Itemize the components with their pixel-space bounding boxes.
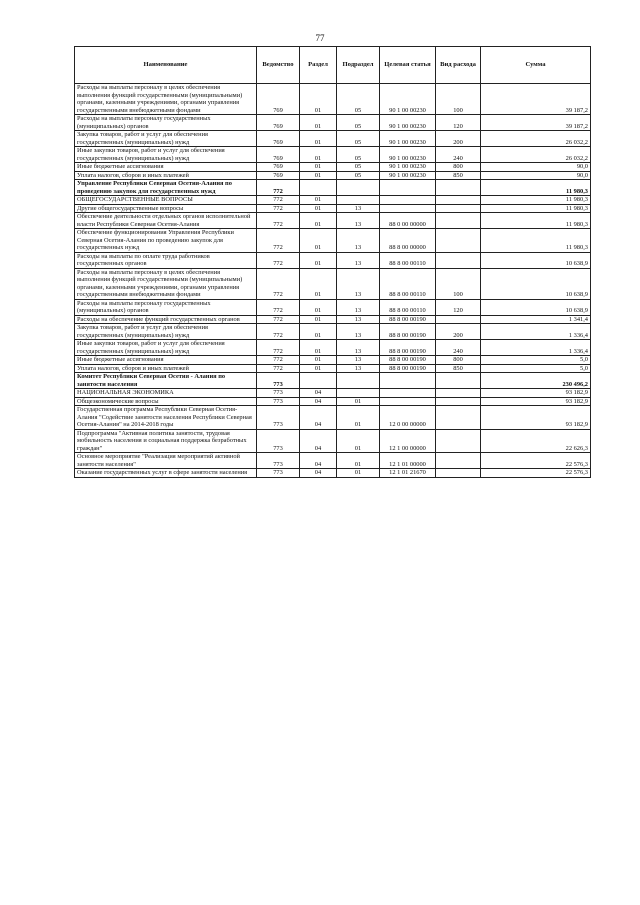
cell-name: Расходы на выплаты персоналу в целях обеспечения выполнения функций государственными (муниципальными) органами, казенными учреждениями, органами управления государственными внебюджетными фондами bbox=[75, 268, 257, 299]
cell-target bbox=[380, 204, 436, 213]
table-row bbox=[75, 324, 591, 340]
cell-amount: 93 182,9 bbox=[481, 397, 591, 406]
header-expense-type: Вид расхода bbox=[436, 47, 481, 84]
cell-target: 88 8 00 00190 bbox=[380, 364, 436, 373]
cell-department: 772 bbox=[257, 252, 300, 268]
table-row bbox=[75, 429, 591, 453]
cell-section: 01 bbox=[300, 196, 337, 205]
cell-amount: 90,0 bbox=[481, 171, 591, 180]
cell-name: Государственная программа Республики Северная Осетия-Алания "Содействие занятости населения Республики Северная Осетия-Алания" на 2014-2018 годы bbox=[75, 406, 257, 430]
cell-section: 04 bbox=[300, 469, 337, 478]
cell-name: Расходы на обеспечение функций государственных органов bbox=[75, 315, 257, 324]
table-row bbox=[75, 453, 591, 469]
cell-subsection: 05 bbox=[337, 171, 380, 180]
page-number: 77 bbox=[315, 33, 325, 43]
cell-department: 773 bbox=[257, 373, 300, 389]
cell-amount: 39 187,2 bbox=[481, 84, 591, 115]
cell-name: НАЦИОНАЛЬНАЯ ЭКОНОМИКА bbox=[75, 389, 257, 398]
cell-subsection: 13 bbox=[337, 213, 380, 229]
table-row bbox=[75, 406, 591, 430]
cell-subsection: 13 bbox=[337, 324, 380, 340]
table-row bbox=[75, 196, 591, 205]
cell-name: Закупка товаров, работ и услуг для обеспечения государственных (муниципальных) нужд bbox=[75, 131, 257, 147]
cell-name: Расходы на выплаты персоналу государственных (муниципальных) органов bbox=[75, 299, 257, 315]
table-row bbox=[75, 131, 591, 147]
cell-department: 772 bbox=[257, 204, 300, 213]
cell-target: 12 1 01 21670 bbox=[380, 469, 436, 478]
table-row bbox=[75, 315, 591, 324]
cell-department: 769 bbox=[257, 115, 300, 131]
cell-amount: 1 336,4 bbox=[481, 324, 591, 340]
cell-target: 12 0 00 00000 bbox=[380, 406, 436, 430]
cell-department: 772 bbox=[257, 229, 300, 253]
cell-section: 04 bbox=[300, 429, 337, 453]
cell-expense-type: 120 bbox=[436, 115, 481, 131]
cell-name: Комитет Республики Северная Осетия - Алания по занятости населения bbox=[75, 373, 257, 389]
cell-target: 88 8 00 00110 bbox=[380, 299, 436, 315]
cell-expense-type: 800 bbox=[436, 163, 481, 172]
cell-expense-type bbox=[436, 453, 481, 469]
cell-subsection: 13 bbox=[337, 356, 380, 365]
cell-name: Уплата налогов, сборов и иных платежей bbox=[75, 171, 257, 180]
cell-amount: 26 032,2 bbox=[481, 147, 591, 163]
table-row bbox=[75, 84, 591, 115]
cell-name: Основное мероприятие "Реализация мероприятий активной занятости населения" bbox=[75, 453, 257, 469]
cell-subsection bbox=[337, 180, 380, 196]
table-row bbox=[75, 268, 591, 299]
cell-target: 12 1 01 00000 bbox=[380, 453, 436, 469]
cell-expense-type bbox=[436, 180, 481, 196]
cell-name: Другие общегосударственные вопросы bbox=[75, 204, 257, 213]
cell-subsection: 05 bbox=[337, 84, 380, 115]
cell-expense-type: 850 bbox=[436, 171, 481, 180]
cell-name: Расходы на выплаты по оплате труда работников государственных органов bbox=[75, 252, 257, 268]
cell-subsection: 01 bbox=[337, 469, 380, 478]
cell-amount: 22 576,3 bbox=[481, 453, 591, 469]
cell-department: 772 bbox=[257, 180, 300, 196]
cell-section: 01 bbox=[300, 115, 337, 131]
cell-target: 88 8 00 00190 bbox=[380, 324, 436, 340]
cell-expense-type bbox=[436, 204, 481, 213]
cell-expense-type bbox=[436, 406, 481, 430]
cell-department: 769 bbox=[257, 171, 300, 180]
cell-expense-type bbox=[436, 229, 481, 253]
cell-target bbox=[380, 180, 436, 196]
cell-expense-type bbox=[436, 397, 481, 406]
cell-subsection: 13 bbox=[337, 229, 380, 253]
cell-amount: 11 980,3 bbox=[481, 204, 591, 213]
cell-department: 773 bbox=[257, 406, 300, 430]
cell-amount: 11 980,3 bbox=[481, 196, 591, 205]
cell-section: 01 bbox=[300, 131, 337, 147]
header-target: Целевая статья bbox=[380, 47, 436, 84]
cell-name: Иные бюджетные ассигнования bbox=[75, 163, 257, 172]
cell-department: 772 bbox=[257, 324, 300, 340]
cell-expense-type bbox=[436, 213, 481, 229]
cell-target: 88 8 00 00000 bbox=[380, 229, 436, 253]
cell-amount: 90,0 bbox=[481, 163, 591, 172]
cell-expense-type bbox=[436, 469, 481, 478]
cell-expense-type: 100 bbox=[436, 268, 481, 299]
cell-target bbox=[380, 389, 436, 398]
cell-target: 88 0 00 00000 bbox=[380, 213, 436, 229]
cell-department: 769 bbox=[257, 131, 300, 147]
cell-section: 01 bbox=[300, 340, 337, 356]
cell-name: Оказание государственных услуг в сфере занятости населения bbox=[75, 469, 257, 478]
table-row bbox=[75, 469, 591, 478]
cell-subsection: 01 bbox=[337, 406, 380, 430]
header-subsection: Подраздел bbox=[337, 47, 380, 84]
table-row bbox=[75, 229, 591, 253]
cell-target: 88 8 00 00190 bbox=[380, 340, 436, 356]
cell-name: Управление Республики Северная Осетия-Алания по проведению закупок для государственных нужд bbox=[75, 180, 257, 196]
header-department: Ведомство bbox=[257, 47, 300, 84]
table-row bbox=[75, 356, 591, 365]
cell-amount: 5,0 bbox=[481, 364, 591, 373]
cell-expense-type bbox=[436, 315, 481, 324]
cell-name: Расходы на выплаты персоналу в целях обеспечения выполнения функций государственными (муниципальными) органами, казенными учреждениями, органами управления государственными внебюджетными фондами bbox=[75, 84, 257, 115]
cell-section: 01 bbox=[300, 213, 337, 229]
cell-name: Иные бюджетные ассигнования bbox=[75, 356, 257, 365]
table-row bbox=[75, 147, 591, 163]
cell-department: 772 bbox=[257, 299, 300, 315]
cell-subsection: 13 bbox=[337, 340, 380, 356]
cell-target: 88 8 00 00110 bbox=[380, 268, 436, 299]
cell-expense-type: 120 bbox=[436, 299, 481, 315]
cell-section: 01 bbox=[300, 229, 337, 253]
cell-name: Обеспечение функционирования Управления Республики Северная Осетия-Алания по проведению закупок для государственных нужд bbox=[75, 229, 257, 253]
cell-subsection: 13 bbox=[337, 299, 380, 315]
cell-name: Иные закупки товаров, работ и услуг для обеспечения государственных (муниципальных) нужд bbox=[75, 340, 257, 356]
table-row bbox=[75, 340, 591, 356]
cell-section bbox=[300, 373, 337, 389]
cell-department: 772 bbox=[257, 315, 300, 324]
cell-amount: 1 341,4 bbox=[481, 315, 591, 324]
cell-amount: 11 980,3 bbox=[481, 229, 591, 253]
cell-department: 769 bbox=[257, 147, 300, 163]
cell-department: 769 bbox=[257, 163, 300, 172]
table-row bbox=[75, 204, 591, 213]
cell-department: 772 bbox=[257, 268, 300, 299]
cell-expense-type bbox=[436, 196, 481, 205]
cell-section: 04 bbox=[300, 406, 337, 430]
cell-expense-type bbox=[436, 389, 481, 398]
cell-section: 04 bbox=[300, 389, 337, 398]
cell-name: ОБЩЕГОСУДАРСТВЕННЫЕ ВОПРОСЫ bbox=[75, 196, 257, 205]
cell-section: 01 bbox=[300, 356, 337, 365]
cell-section: 01 bbox=[300, 84, 337, 115]
cell-section: 01 bbox=[300, 147, 337, 163]
cell-department: 772 bbox=[257, 196, 300, 205]
cell-section: 01 bbox=[300, 204, 337, 213]
table-row bbox=[75, 180, 591, 196]
cell-target: 12 1 00 00000 bbox=[380, 429, 436, 453]
cell-department: 773 bbox=[257, 389, 300, 398]
cell-department: 772 bbox=[257, 364, 300, 373]
table-row bbox=[75, 252, 591, 268]
cell-subsection: 13 bbox=[337, 204, 380, 213]
cell-name: Обеспечение деятельности отдельных органов исполнительной власти Республики Северная Осетия-Алания bbox=[75, 213, 257, 229]
table-row bbox=[75, 163, 591, 172]
cell-target: 90 1 00 00230 bbox=[380, 147, 436, 163]
cell-expense-type: 100 bbox=[436, 84, 481, 115]
table-row bbox=[75, 364, 591, 373]
cell-name: Иные закупки товаров, работ и услуг для обеспечения государственных (муниципальных) нужд bbox=[75, 147, 257, 163]
cell-target: 90 1 00 00230 bbox=[380, 163, 436, 172]
cell-expense-type: 200 bbox=[436, 324, 481, 340]
cell-target: 90 1 00 00230 bbox=[380, 131, 436, 147]
cell-amount: 10 638,9 bbox=[481, 252, 591, 268]
cell-department: 773 bbox=[257, 429, 300, 453]
cell-name: Общеэкономические вопросы bbox=[75, 397, 257, 406]
cell-subsection: 01 bbox=[337, 453, 380, 469]
cell-expense-type: 240 bbox=[436, 340, 481, 356]
cell-subsection bbox=[337, 373, 380, 389]
cell-subsection: 13 bbox=[337, 268, 380, 299]
cell-section: 01 bbox=[300, 252, 337, 268]
cell-target: 90 1 00 00230 bbox=[380, 84, 436, 115]
cell-subsection: 01 bbox=[337, 397, 380, 406]
cell-target: 88 8 00 00110 bbox=[380, 252, 436, 268]
cell-department: 773 bbox=[257, 397, 300, 406]
cell-department: 772 bbox=[257, 340, 300, 356]
cell-amount: 11 980,3 bbox=[481, 213, 591, 229]
cell-name: Закупка товаров, работ и услуг для обеспечения государственных (муниципальных) нужд bbox=[75, 324, 257, 340]
cell-name: Подпрограмма "Активная политика занятости, трудовая мобильность населения и социальная поддержка безработных граждан" bbox=[75, 429, 257, 453]
cell-expense-type: 850 bbox=[436, 364, 481, 373]
cell-department: 773 bbox=[257, 453, 300, 469]
table-row bbox=[75, 171, 591, 180]
cell-target bbox=[380, 196, 436, 205]
cell-amount: 26 032,2 bbox=[481, 131, 591, 147]
table-row bbox=[75, 299, 591, 315]
cell-name: Уплата налогов, сборов и иных платежей bbox=[75, 364, 257, 373]
cell-amount: 93 182,9 bbox=[481, 389, 591, 398]
cell-section: 01 bbox=[300, 163, 337, 172]
header-section: Раздел bbox=[300, 47, 337, 84]
table-row bbox=[75, 389, 591, 398]
cell-department: 772 bbox=[257, 356, 300, 365]
cell-subsection: 05 bbox=[337, 163, 380, 172]
cell-subsection: 05 bbox=[337, 131, 380, 147]
cell-section: 01 bbox=[300, 315, 337, 324]
cell-target: 90 1 00 00230 bbox=[380, 171, 436, 180]
cell-amount: 10 638,9 bbox=[481, 268, 591, 299]
cell-section: 04 bbox=[300, 453, 337, 469]
cell-section: 01 bbox=[300, 324, 337, 340]
cell-expense-type bbox=[436, 429, 481, 453]
budget-table bbox=[74, 46, 591, 478]
cell-expense-type bbox=[436, 252, 481, 268]
table-row bbox=[75, 115, 591, 131]
table-header-row bbox=[75, 47, 591, 84]
cell-subsection: 13 bbox=[337, 315, 380, 324]
cell-target bbox=[380, 373, 436, 389]
cell-amount: 39 187,2 bbox=[481, 115, 591, 131]
cell-department: 773 bbox=[257, 469, 300, 478]
cell-subsection: 01 bbox=[337, 429, 380, 453]
cell-subsection: 05 bbox=[337, 115, 380, 131]
cell-target bbox=[380, 397, 436, 406]
cell-section: 01 bbox=[300, 171, 337, 180]
cell-name: Расходы на выплаты персоналу государственных (муниципальных) органов bbox=[75, 115, 257, 131]
cell-amount: 10 638,9 bbox=[481, 299, 591, 315]
cell-subsection: 13 bbox=[337, 252, 380, 268]
cell-department: 772 bbox=[257, 213, 300, 229]
table-row bbox=[75, 213, 591, 229]
cell-amount: 93 182,9 bbox=[481, 406, 591, 430]
cell-section: 04 bbox=[300, 397, 337, 406]
cell-amount: 5,0 bbox=[481, 356, 591, 365]
cell-subsection: 13 bbox=[337, 364, 380, 373]
header-name: Наименование bbox=[75, 47, 257, 84]
cell-target: 90 1 00 00230 bbox=[380, 115, 436, 131]
cell-target: 88 8 00 00190 bbox=[380, 356, 436, 365]
cell-department: 769 bbox=[257, 84, 300, 115]
cell-expense-type: 200 bbox=[436, 131, 481, 147]
cell-section: 01 bbox=[300, 268, 337, 299]
cell-expense-type: 800 bbox=[436, 356, 481, 365]
table-row bbox=[75, 397, 591, 406]
cell-target: 88 8 00 00190 bbox=[380, 315, 436, 324]
table-row bbox=[75, 373, 591, 389]
cell-expense-type bbox=[436, 373, 481, 389]
header-amount: Сумма bbox=[481, 47, 591, 84]
cell-amount: 230 496,2 bbox=[481, 373, 591, 389]
cell-amount: 11 980,3 bbox=[481, 180, 591, 196]
cell-section: 01 bbox=[300, 299, 337, 315]
cell-expense-type: 240 bbox=[436, 147, 481, 163]
cell-subsection bbox=[337, 196, 380, 205]
cell-amount: 1 336,4 bbox=[481, 340, 591, 356]
cell-subsection bbox=[337, 389, 380, 398]
cell-amount: 22 576,3 bbox=[481, 469, 591, 478]
cell-subsection: 05 bbox=[337, 147, 380, 163]
cell-amount: 22 626,3 bbox=[481, 429, 591, 453]
cell-section: 01 bbox=[300, 364, 337, 373]
cell-section bbox=[300, 180, 337, 196]
